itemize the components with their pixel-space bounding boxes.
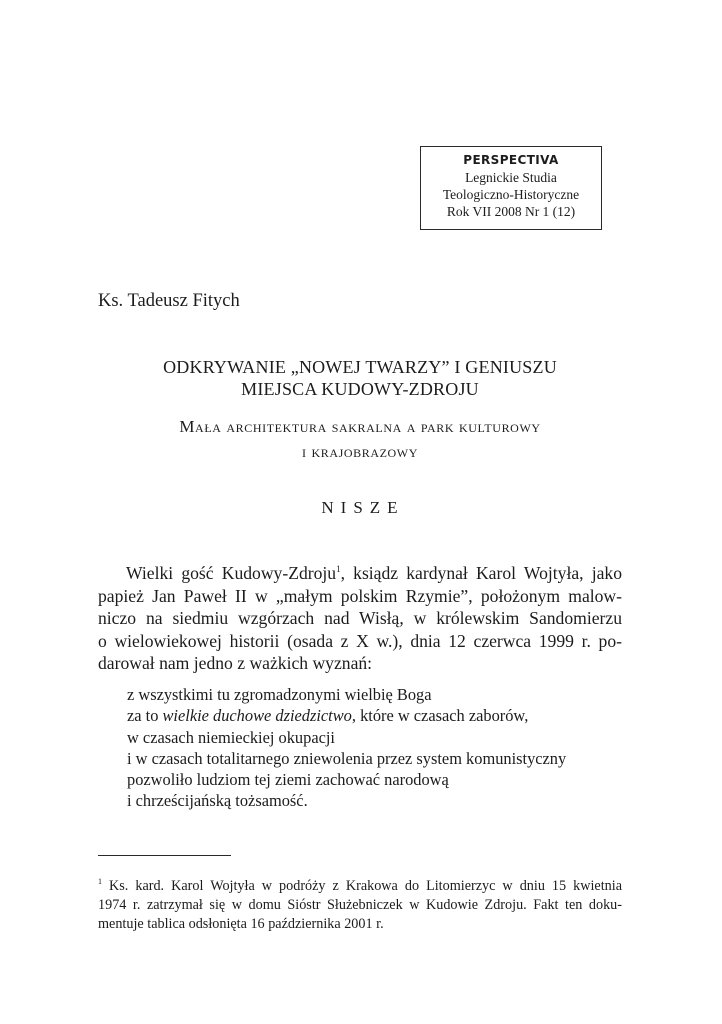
journal-series: Legnickie Studia: [465, 170, 557, 185]
quote-emphasis: wielkie duchowe dziedzictwo: [162, 706, 352, 726]
paragraph-line: [98, 562, 622, 585]
quote-text: za to: [127, 706, 163, 726]
quote-line: i chrześcijańską tożsamość.: [127, 791, 308, 811]
quote-text: , które w czasach zaborów,: [351, 706, 529, 726]
quote-line: i w czasach totalitarnego zniewolenia przez system komunistyczny: [127, 748, 567, 768]
article-author: Ks. Tadeusz Fitych: [98, 291, 240, 311]
footnote-line: mentuje tablica odsłonięta 16 października 2001 r.: [98, 916, 384, 932]
article-title-line-1: ODKRYWANIE „NOWEJ TWARZY” I GENIUSZU: [163, 357, 557, 377]
body-paragraph: [98, 562, 622, 675]
quote-line: [127, 705, 622, 726]
quote-line: z wszystkimi tu zgromadzonymi wielbię Boga: [127, 685, 432, 704]
footnote-reference[interactable]: 1: [336, 564, 341, 574]
article-title: [80, 356, 640, 400]
footnote-line: 1974 r. zatrzymał się w domu Sióstr Służebniczek w Kudowie Zdroju. Fakt ten doku-: [98, 897, 622, 913]
quote-line: pozwoliło ludziom tej ziemi zachować narodową: [127, 770, 449, 790]
article-subtitle: [80, 414, 640, 464]
article-subtitle-line-2: i krajobrazowy: [302, 442, 418, 461]
journal-issue: Rok VII 2008 Nr 1 (12): [446, 204, 576, 219]
journal-subtitle: Teologiczno-Historyczne: [442, 187, 580, 202]
paragraph-line: darował nam jedno z ważkich wyznań:: [98, 653, 373, 674]
paragraph-line: niczo na siedmiu wzgórzach nad Wisłą, w królewskim Sandomierzu: [98, 608, 622, 629]
footnote-number: 1: [98, 877, 102, 886]
section-heading: NISZE: [321, 498, 405, 517]
journal-name: PERSPECTIVA: [463, 153, 559, 167]
footnote: [98, 877, 622, 934]
quote-line: w czasach niemieckiej okupacji: [127, 727, 335, 747]
footnote-divider: [98, 855, 231, 856]
paragraph-line: o wielowiekowej historii (osada z X w.), dnia 12 czerwca 1999 r. po-: [98, 630, 622, 651]
paragraph-line: papież Jan Paweł II w „małym polskim Rzymie”, położonym malow-: [98, 585, 622, 606]
article-title-line-2: MIEJSCA KUDOWY-ZDROJU: [241, 379, 479, 399]
paragraph-text: Wielki gość Kudowy-Zdroju: [126, 563, 337, 583]
footnote-text: Ks. kard. Karol Wojtyła w podróży z Krakowa do Litomierzyc w dniu 15 kwietnia: [102, 878, 622, 894]
article-subtitle-line-1: Mała architektura sakralna a park kulturowy: [179, 417, 541, 436]
journal-info-box: [420, 146, 602, 230]
paragraph-text: , ksiądz kardynał Karol Wojtyła, jako: [340, 563, 622, 583]
block-quote: [127, 684, 622, 812]
footnote-line: [98, 877, 622, 896]
